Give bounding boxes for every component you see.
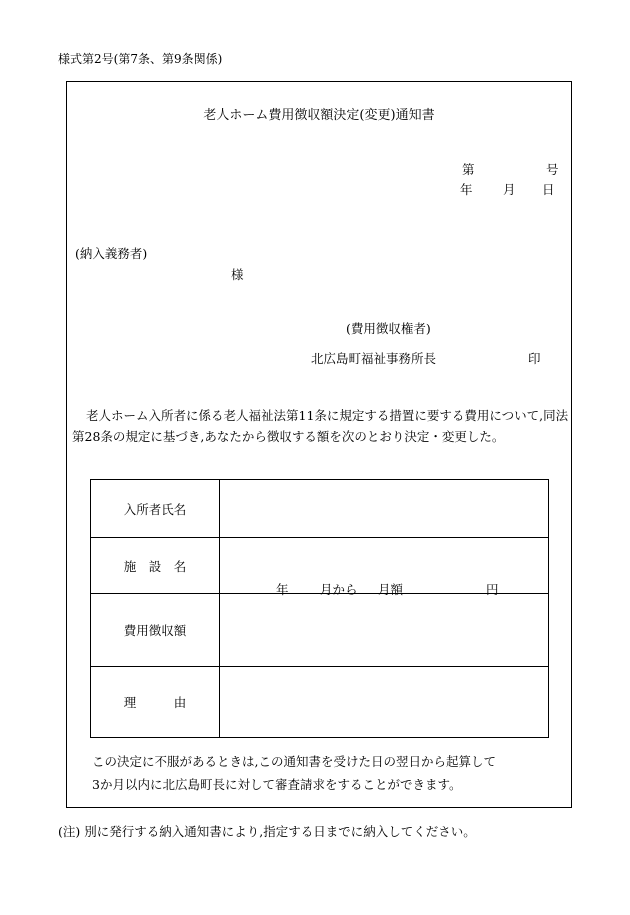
fee-monthly-label: 月額 <box>378 582 404 597</box>
fee-amount-field <box>220 582 549 667</box>
date-year-label: 年 <box>460 182 473 197</box>
row-label-reason: 理 由 <box>91 667 220 738</box>
appeal-notice-line-2: 3か月以内に北広島町長に対して審査請求をすることができます。 <box>92 777 462 792</box>
doc-number-suffix: 号 <box>546 162 559 177</box>
resident-name-field <box>220 480 549 538</box>
reason-field <box>220 667 549 738</box>
row-label-facility-name: 施 設 名 <box>91 538 220 594</box>
authority-label: (費用徴収権者) <box>346 321 431 336</box>
table-row <box>91 667 549 738</box>
row-label-resident-name: 入所者氏名 <box>91 480 220 538</box>
footnote: (注) 別に発行する納入通知書により,指定する日までに納入してください。 <box>58 824 476 839</box>
document-title: 老人ホーム費用徴収額決定(変更)通知書 <box>203 108 435 123</box>
fee-yen-label: 円 <box>486 582 499 597</box>
form-number: 様式第2号(第7条、第9条関係) <box>58 52 223 66</box>
payer-label: (納入義務者) <box>75 246 148 261</box>
authority-name: 北広島町福祉事務所長 <box>311 351 437 366</box>
fee-year-label: 年 <box>276 582 289 597</box>
table-row <box>91 594 549 667</box>
body-text: 老人ホーム入所者に係る老人福祉法第11条に規定する措置に要する費用について,同法第28条の規定に基づき,あなたから徴収する額を次のとおり決定・変更した。 <box>72 408 569 444</box>
seal-mark: 印 <box>528 351 541 366</box>
row-label-fee-amount: 費用徴収額 <box>91 594 220 667</box>
fee-month-from-label: 月から <box>320 582 358 597</box>
doc-number-prefix: 第 <box>462 162 475 177</box>
appeal-notice <box>92 750 562 796</box>
payer-honorific: 様 <box>231 267 244 282</box>
date-day-label: 日 <box>542 182 555 197</box>
table-row <box>91 480 549 538</box>
appeal-notice-line-1: この決定に不服があるときは,この通知書を受けた日の翌日から起算して <box>92 754 496 769</box>
date-month-label: 月 <box>503 182 516 197</box>
fee-table <box>90 479 549 738</box>
